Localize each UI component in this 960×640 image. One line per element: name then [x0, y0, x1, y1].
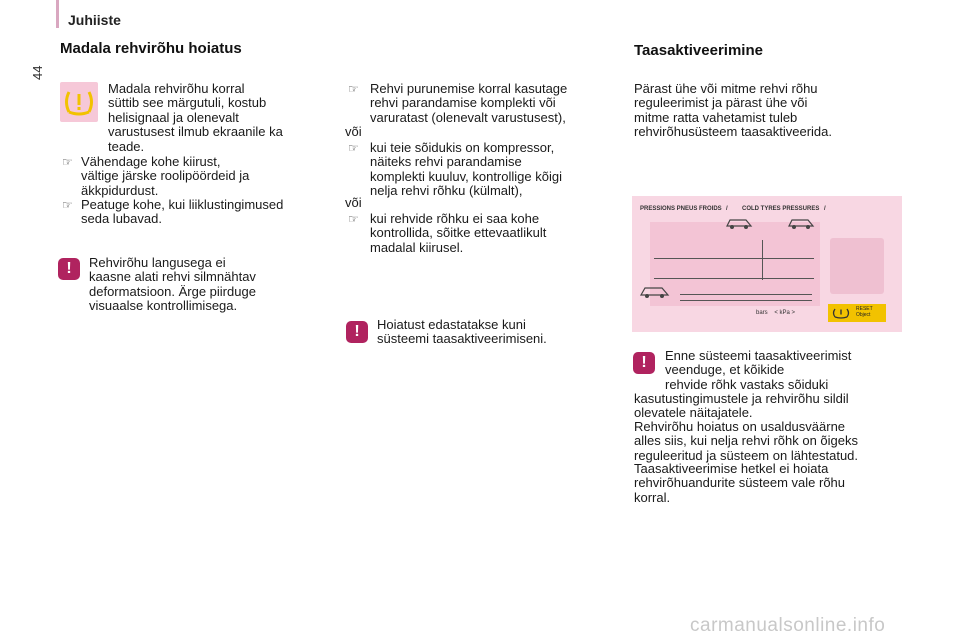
- diagram-header-right: COLD TYRES PRESSURES: [742, 206, 820, 212]
- reset-label: RESET Object: [856, 306, 873, 318]
- pointing-hand-icon: ☞: [62, 198, 73, 212]
- table-divider: [762, 240, 763, 280]
- pointing-hand-icon: ☞: [348, 141, 359, 155]
- right-intro-text: Pärast ühe või mitme rehvi rõhu reguleerimist ja pärast ühe või mitme ratta vahetamist tuleb rehvirõhusüsteem taasaktiveerida.: [634, 81, 832, 140]
- units-label: bars < kPa >: [756, 310, 796, 316]
- reset-badge: [828, 304, 886, 322]
- right-section-heading: Taasaktiveerimine: [634, 42, 763, 59]
- tyre-pressure-warning-icon: [60, 82, 98, 122]
- middle-or-2: või: [345, 195, 362, 210]
- right-note-rest: kasutustingimustele ja rehvirõhu sildil olevatele näitajatele.: [634, 391, 849, 421]
- right-para-2: Rehvirõhu hoiatus on usaldusväärne alles siis, kui nelja rehvi rõhk on õigeks reguleeritud ja süsteem on lähtestatud.: [634, 419, 859, 463]
- exclamation-icon: !: [633, 352, 655, 374]
- exclamation-icon: !: [346, 321, 368, 343]
- pointing-hand-icon: ☞: [348, 212, 359, 226]
- diagram-slash-2: /: [824, 206, 826, 212]
- tyre-pressure-warning-icon: [831, 307, 851, 319]
- header-accent-line: [56, 0, 59, 28]
- left-bullet-1: Vähendage kohe kiirust, vältige järske roolipöördeid ja äkkpidurdust.: [81, 154, 250, 198]
- diagram-header-left: PRESSIONS PNEUS FROIDS: [640, 206, 722, 212]
- pressure-side-panel: [830, 238, 884, 294]
- car-loaded-icon: [786, 214, 816, 230]
- middle-note-text: Hoiatust edastatakse kuni süsteemi taasaktiveerimiseni.: [377, 317, 547, 347]
- table-line-4: [680, 300, 812, 301]
- left-bullet-2: Peatuge kohe, kui liiklustingimused seda lubavad.: [81, 197, 284, 227]
- middle-or-1: või: [345, 124, 362, 139]
- watermark: carmanualsonline.info: [690, 615, 886, 636]
- warning-light-box: [60, 82, 98, 122]
- exclamation-icon: !: [58, 258, 80, 280]
- middle-bullet-2: kui teie sõidukis on kompressor, näiteks rehvi parandamise komplekti kuuluv, kontrollige kõigi nelja rehvi rõhku (külmalt),: [370, 140, 562, 199]
- table-line-2: [654, 278, 814, 279]
- diagram-slash-1: /: [726, 206, 728, 212]
- left-intro-text: Madala rehvirõhu korral süttib see märgutuli, kostub helisignaal ja olenevalt varustusest ilmub ekraanile ka teade.: [108, 81, 283, 154]
- section-title: Juhiiste: [68, 12, 121, 28]
- middle-bullet-1: Rehvi purunemise korral kasutage rehvi parandamise komplekti või varuratast (olenevalt varustusest),: [370, 81, 568, 125]
- right-para-3: Taasaktiveerimise hetkel ei hoiata rehvirõhuandurite süsteem vale rõhu korral.: [634, 461, 846, 505]
- right-note-lead: Enne süsteemi taasaktiveerimist veenduge, et kõikide rehvide rõhk vastaks sõiduki: [665, 348, 852, 392]
- table-line-3: [680, 294, 812, 295]
- middle-bullet-3: kui rehvide rõhku ei saa kohe kontrollida, sõitke ettevaatlikult madalal kiirusel.: [370, 211, 547, 255]
- tyre-pressure-label-diagram: [632, 196, 902, 332]
- page-number: 44: [30, 65, 45, 80]
- pointing-hand-icon: ☞: [348, 82, 359, 96]
- pointing-hand-icon: ☞: [62, 155, 73, 169]
- table-line-1: [654, 258, 814, 259]
- left-note-text: Rehvirõhu langusega ei kaasne alati rehvi silmnähtav deformatsioon. Ärge piirduge visuaalse kontrollimisega.: [89, 255, 256, 314]
- car-front-icon: [724, 214, 754, 230]
- car-towing-icon: [638, 282, 672, 300]
- left-section-heading: Madala rehvirõhu hoiatus: [60, 40, 242, 57]
